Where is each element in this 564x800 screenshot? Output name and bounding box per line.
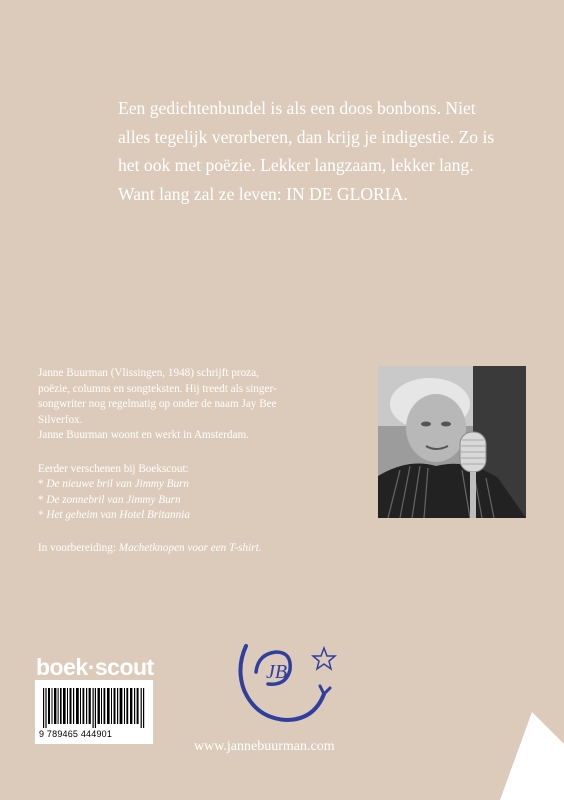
also-published-item — [38, 508, 343, 524]
also-published-item — [38, 493, 343, 509]
in-preparation — [38, 541, 343, 557]
also-published-item — [38, 477, 343, 493]
bio-line: Janne Buurman woont en werkt in Amsterdam. — [38, 429, 249, 441]
author-emblem-logo — [228, 632, 348, 728]
isbn-number: 9 789465 444901 — [39, 729, 113, 739]
in-preparation-title: Machetknopen voor een T-shirt. — [118, 541, 262, 554]
bio-line: Silverfox. — [38, 413, 83, 426]
author-bio — [38, 366, 343, 556]
bio-line: poëzie, columns en songteksten. Hij treedt als singer- — [38, 382, 277, 395]
in-preparation-label: In voorbereiding: — [38, 541, 119, 554]
also-published-heading: Eerder verschenen bij Boekscout: — [38, 462, 189, 475]
bio-line: songwriter nog regelmatig op onder de naam Jay Bee — [38, 398, 277, 410]
bullet: * — [38, 478, 47, 490]
emblem-initials: JB — [266, 661, 288, 683]
blurb-line: Want lang zal ze leven: IN DE GLORIA. — [118, 183, 408, 204]
bio-line: Janne Buurman (Vlissingen, 1948) schrijft proza, — [38, 367, 259, 379]
bullet: * — [38, 493, 47, 506]
author-website: www.jannebuurman.com — [194, 739, 335, 754]
barcode-bars — [43, 688, 145, 728]
book-title: De zonnebril van Jimmy Burn — [46, 493, 181, 506]
blurb-line: Een gedichtenbundel is als een doos bonbons. Niet — [118, 98, 476, 118]
author-photo-image — [378, 366, 526, 518]
book-title: De nieuwe bril van Jimmy Burn — [46, 478, 189, 490]
blurb-line: het ook met poëzie. Lekker langzaam, lekker lang. — [118, 155, 474, 175]
publisher-logo — [36, 654, 154, 681]
bullet: * — [38, 509, 47, 521]
blurb-line: alles tegelijk verorberen, dan krijg je indigestie. Zo is — [118, 126, 495, 147]
author-photo — [378, 366, 526, 518]
publisher-logo-dot: · — [87, 654, 95, 680]
star-icon — [313, 648, 335, 669]
blurb-text — [118, 100, 538, 214]
isbn-barcode — [35, 680, 153, 744]
book-spine-shape — [500, 702, 564, 800]
publisher-logo-part2: scout — [94, 654, 154, 680]
book-title: Het geheim van Hotel Britannia — [46, 509, 190, 521]
publisher-logo-part1: boek — [36, 654, 88, 680]
